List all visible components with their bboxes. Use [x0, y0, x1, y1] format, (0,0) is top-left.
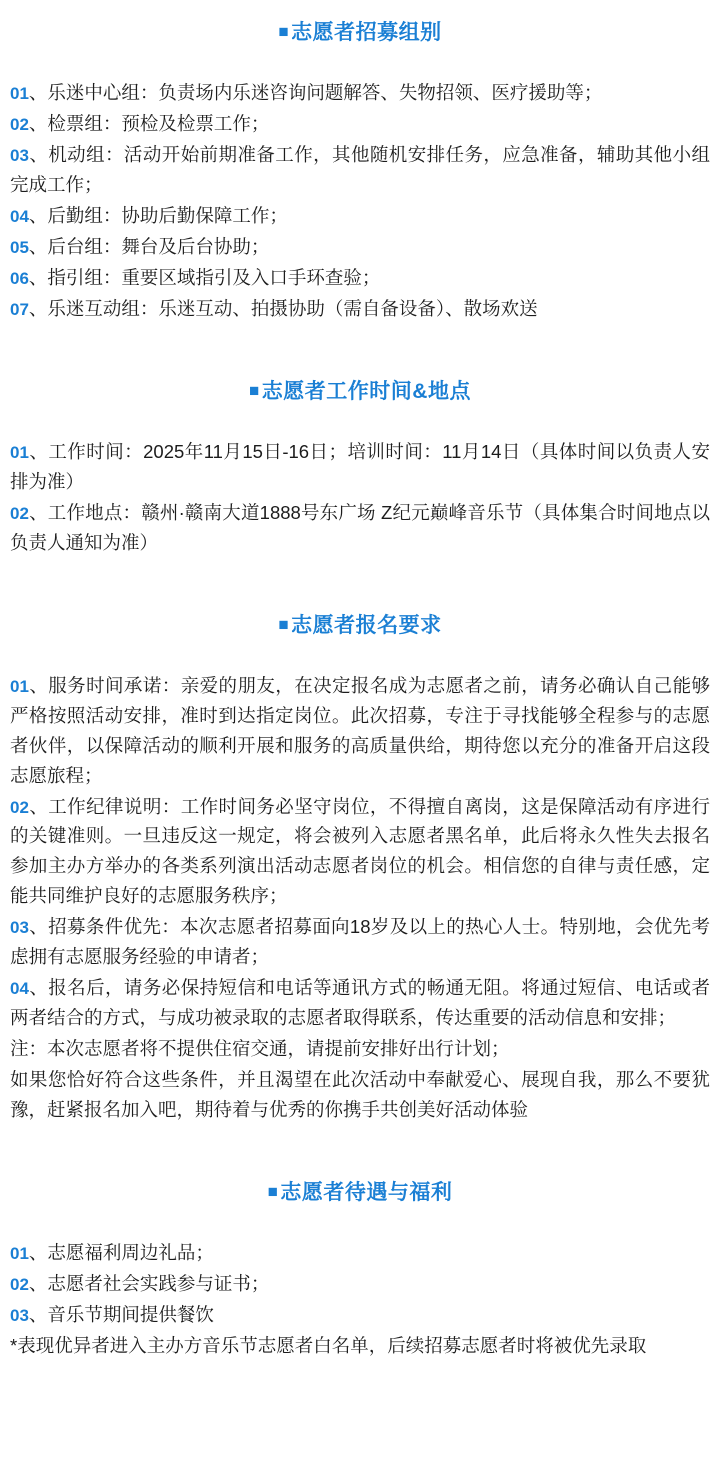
spacer: [10, 559, 710, 599]
item-number: 04: [10, 206, 29, 226]
list-item: [10, 1300, 710, 1331]
spacer: [10, 1126, 710, 1166]
item-text: 、指引组：重要区域指引及入口手环查验；: [28, 266, 381, 288]
section-body-benefits: [10, 1238, 710, 1362]
item-text: *表现优异者进入主办方音乐节志愿者白名单，后续招募志愿者时将被优先录取: [10, 1335, 647, 1357]
item-text: 、志愿者社会实践参与证书；: [28, 1273, 270, 1295]
section-heading-label: 志愿者报名要求: [291, 613, 442, 637]
square-marker-icon: ■: [278, 22, 290, 41]
item-number: 01: [10, 442, 29, 462]
item-number: 03: [10, 1306, 29, 1326]
list-item: [10, 437, 710, 498]
item-number: 02: [10, 1275, 29, 1295]
square-marker-icon: ■: [267, 1182, 279, 1202]
item-number: 02: [10, 503, 29, 523]
item-number: 01: [10, 1244, 29, 1264]
list-item: [10, 109, 710, 140]
item-text: 、报名后，请务必保持短信和电话等通讯方式的畅通无阻。将通过短信、电话或者两者结合的方式，与成功被录取的志愿者取得联系，传达重要的活动信息和安排；: [10, 977, 710, 1029]
item-number: 07: [10, 299, 29, 319]
list-item: [10, 792, 710, 913]
list-item: [10, 912, 710, 973]
spacer: [10, 1216, 710, 1238]
item-text: 、后勤组：协助后勤保障工作；: [28, 204, 288, 226]
item-number: 06: [10, 268, 29, 288]
spacer: [10, 415, 710, 437]
item-number: 03: [10, 145, 29, 165]
section-heading-benefits: [10, 1166, 710, 1216]
item-text: 、音乐节期间提供餐饮: [28, 1304, 214, 1326]
item-text: 注：本次志愿者将不提供住宿交通，请提前安排好出行计划；: [10, 1038, 510, 1060]
section-body-time-location: [10, 437, 710, 559]
list-item: [10, 78, 710, 109]
item-text: 、工作地点：赣州·赣南大道1888号东广场 Z纪元巅峰音乐节（具体集合时间地点以负责人通知为准）: [10, 501, 710, 553]
item-text: 、乐迷中心组：负责场内乐迷咨询问题解答、失物招领、医疗援助等；: [28, 82, 603, 103]
list-item: [10, 263, 710, 294]
list-item: [10, 671, 710, 792]
item-text: 如果您恰好符合这些条件，并且渴望在此次活动中奉献爱心、展现自我，那么不要犹豫，赶紧报名加入吧，期待着与优秀的你携手共创美好活动体验: [10, 1069, 710, 1121]
section-body-requirements: [10, 671, 710, 1127]
item-text: 、乐迷互动组：乐迷互动、拍摄协助（需自备设备）、散场欢送: [28, 297, 538, 319]
section-heading-requirements: [10, 599, 710, 649]
list-item: [10, 1269, 710, 1300]
item-number: 04: [10, 979, 29, 999]
list-item: [10, 201, 710, 232]
section-heading-label: 志愿者待遇与福利: [280, 1181, 453, 1205]
item-text: 、工作时间：2025年11月15日-16日；培训时间：11月14日（具体时间以负责人安排为准）: [10, 440, 710, 492]
list-item: [10, 973, 710, 1034]
item-text: 、工作纪律说明：工作时间务必坚守岗位，不得擅自离岗，这是保障活动有序进行的关键准则。一旦违反这一规定，将会被列入志愿者黑名单，此后将永久性失去报名参加主办方举办的各类系列演出活动志愿者岗位的机会。相信您的自律与责任感，定能共同维护良好的志愿服务秩序；: [10, 795, 710, 907]
item-number: 01: [10, 84, 29, 103]
item-text: 、检票组：预检及检票工作；: [28, 112, 270, 134]
item-number: 02: [10, 114, 29, 134]
item-number: 03: [10, 918, 29, 938]
item-text: 、机动组：活动开始前期准备工作，其他随机安排任务，应急准备，辅助其他小组完成工作；: [10, 143, 710, 195]
list-item: [10, 498, 710, 559]
square-marker-icon: ■: [249, 380, 260, 400]
list-item: [10, 232, 710, 263]
spacer: [10, 649, 710, 671]
item-number: 05: [10, 237, 29, 257]
spacer: [10, 325, 710, 365]
section-heading-time-location: [10, 365, 710, 415]
note-item: [10, 1034, 710, 1065]
item-number: 02: [10, 797, 29, 817]
list-item: [10, 294, 710, 325]
item-text: 、志愿福利周边礼品；: [28, 1242, 214, 1264]
square-marker-icon: ■: [278, 614, 290, 634]
section-heading-recruit-groups: [10, 6, 710, 56]
section-heading-label: 志愿者工作时间&地点: [261, 379, 471, 403]
section-heading-label: 志愿者招募组别: [291, 21, 442, 44]
note-item: [10, 1331, 710, 1362]
section-body-recruit-groups: [10, 78, 710, 325]
item-text: 、招募条件优先：本次志愿者招募面向18岁及以上的热心人士。特别地，会优先考虑拥有志愿服务经验的申请者；: [10, 916, 710, 968]
note-item: [10, 1065, 710, 1126]
list-item: [10, 1238, 710, 1269]
list-item: [10, 140, 710, 201]
item-number: 01: [10, 676, 29, 696]
item-text: 、后台组：舞台及后台协助；: [28, 235, 270, 257]
item-text: 、服务时间承诺：亲爱的朋友，在决定报名成为志愿者之前，请务必确认自己能够严格按照活动安排，准时到达指定岗位。此次招募，专注于寻找能够全程参与的志愿者伙伴，以保障活动的顺利开展和服务的高质量供给，期待您以充分的准备开启这段志愿旅程；: [10, 674, 710, 786]
spacer: [10, 56, 710, 78]
